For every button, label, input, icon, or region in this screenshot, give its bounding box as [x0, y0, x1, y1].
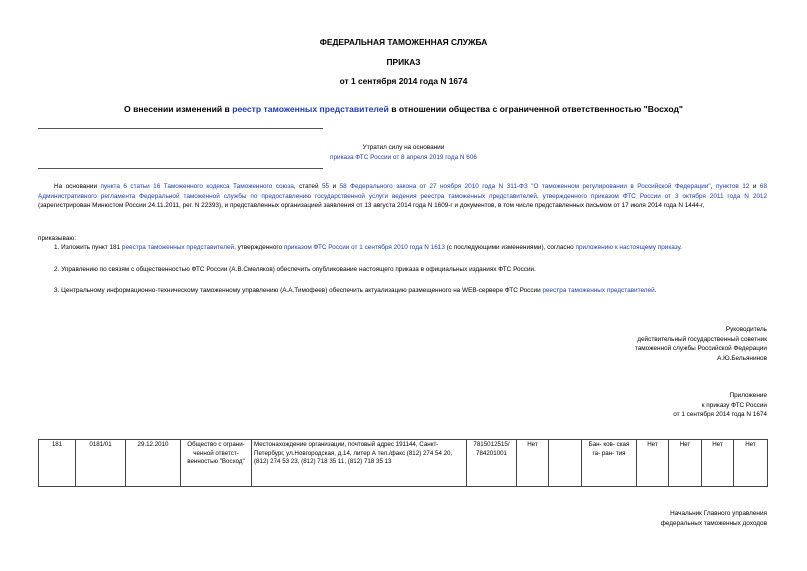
intro-paragraph: [38, 182, 767, 211]
cell-number: 181: [39, 440, 76, 487]
bottom-rule: [38, 168, 323, 169]
intro-text: На основании: [54, 183, 101, 190]
appendix-block: [673, 391, 767, 420]
repeal-order-link[interactable]: приказа ФТС России от 8 апреля 2019 года N 606: [330, 154, 477, 161]
intro-text: и: [329, 183, 340, 190]
top-rule: [38, 128, 323, 129]
article-55-link[interactable]: 55: [322, 183, 330, 190]
title-text-after: в отношении общества с ограниченной ответственностью "Восход": [388, 104, 683, 114]
document-date: от 1 сентября 2014 года N 1674: [339, 76, 468, 86]
order-word: приказываю:: [38, 235, 76, 242]
intro-text: ,: [710, 183, 716, 190]
item-1-text: , утвержденного: [234, 244, 284, 251]
item-3-text: 3. Центральному информационно-техническому таможенному управлению (А.А.Тимофеев) обеспечить актуализацию размещенного на WEB-сервере ФТС России: [54, 287, 543, 294]
appendix-ref: к приказу ФТС России: [701, 401, 767, 409]
item-1-text: .: [680, 244, 682, 251]
cell-empty: [549, 440, 582, 487]
item-1-appendix-link[interactable]: приложению к настоящему приказу: [575, 244, 681, 251]
footer-signature-line-1: Начальник Главного управления: [670, 510, 767, 517]
item-1-text: 1. Изложить пункт 181: [54, 244, 122, 251]
cell-bank-guarantee: Бан- ков- ская га- ран- тия: [582, 440, 637, 487]
cell-organization: Общество с ограни- ченной ответст- венностью "Восход": [181, 440, 252, 487]
order-item-2: 2. Управлению по связям с общественностью ФТС России (А.В.Смеляков) обеспечить опубликование настоящего приказа в официальных изданиях ФТС России.: [54, 266, 536, 273]
item-1-order-link[interactable]: приказом ФТС России от 1 сентября 2010 года N 1613: [283, 244, 445, 251]
title-registry-link[interactable]: реестр таможенных представителей: [232, 104, 389, 114]
federal-law-link[interactable]: 58 Федерального закона от 27 ноября 2010 года N 311-ФЗ "О таможенном регулировании в Российской Федерации": [339, 183, 711, 190]
title-text-before: О внесении изменений в: [124, 104, 233, 114]
appendix-label: Приложение: [729, 392, 767, 399]
registry-table: [38, 439, 768, 487]
document-type: ПРИКАЗ: [386, 57, 421, 67]
cell-value: Нет: [669, 440, 702, 487]
cell-reg-number: 0181/01: [76, 440, 126, 487]
cell-value: Нет: [517, 440, 549, 487]
footer-signature-line-2: федеральных таможенных доходов: [660, 519, 767, 527]
item-1-text: (с последующими изменениями), согласно: [444, 244, 576, 251]
cell-value: Нет: [734, 440, 768, 487]
cell-date: 29.12.2010: [126, 440, 181, 487]
signature-rank: действительный государственный советник: [637, 335, 767, 343]
repeal-link-line: [0, 153, 807, 163]
admin-regulation-link[interactable]: 68 Административного регламента Федеральной таможенной службы по предоставлению государственной услуги ведения реестра таможенных представителей, утвержденного приказом ФТС России от 3 октября 2011 года N 2012: [38, 183, 767, 200]
signature-position: Руководитель: [725, 326, 767, 333]
item-1-registry-link[interactable]: реестра таможенных представителей: [121, 244, 235, 251]
appendix-date: от 1 сентября 2014 года N 1674: [673, 411, 767, 419]
clause-12-link[interactable]: пунктов 12: [715, 183, 750, 190]
repeal-note: Утратил силу на основании: [362, 144, 445, 151]
signature-rank-cont: таможенной службы Российской Федерации: [634, 345, 767, 353]
cell-value: Нет: [637, 440, 669, 487]
signature-block: [635, 325, 767, 363]
customs-code-link[interactable]: пункта 6 статьи 16 Таможенного кодекса Таможенного союза: [100, 183, 294, 190]
agency-name: ФЕДЕРАЛЬНАЯ ТАМОЖЕННАЯ СЛУЖБА: [319, 37, 488, 47]
document-title: [0, 104, 807, 114]
intro-text: , статей: [293, 183, 322, 190]
order-item-1: [54, 243, 767, 253]
signature-name: А.Ю.Бельянинов: [717, 354, 767, 362]
item-3-registry-link[interactable]: реестра таможенных представителей: [542, 287, 655, 294]
footer-signature: [661, 509, 767, 528]
intro-text: (зарегистрирован Минюстом России 24.11.2011, рег. N 22393), и представленных организацией заявления от 13 августа 2014 года N 1609-г и документов, в том числе представленных письмом от 17 июля 2014 года N 1444-г,: [38, 202, 705, 210]
order-item-3: [54, 286, 767, 296]
cell-address: Местонахождение организации, почтовый адрес 191144, Санкт- Петербург, ул.Новгородская, д.14, литер А тел./факс (812) 274 54 20, (812) 274 53 23, (812) 718 35 11, (812) 718 35 13: [252, 440, 467, 487]
intro-text: и: [749, 183, 760, 190]
item-3-text: .: [654, 287, 657, 294]
table-row: [39, 440, 768, 487]
cell-value: Нет: [702, 440, 734, 487]
cell-inn: 7815012515/ 784201001: [467, 440, 517, 487]
